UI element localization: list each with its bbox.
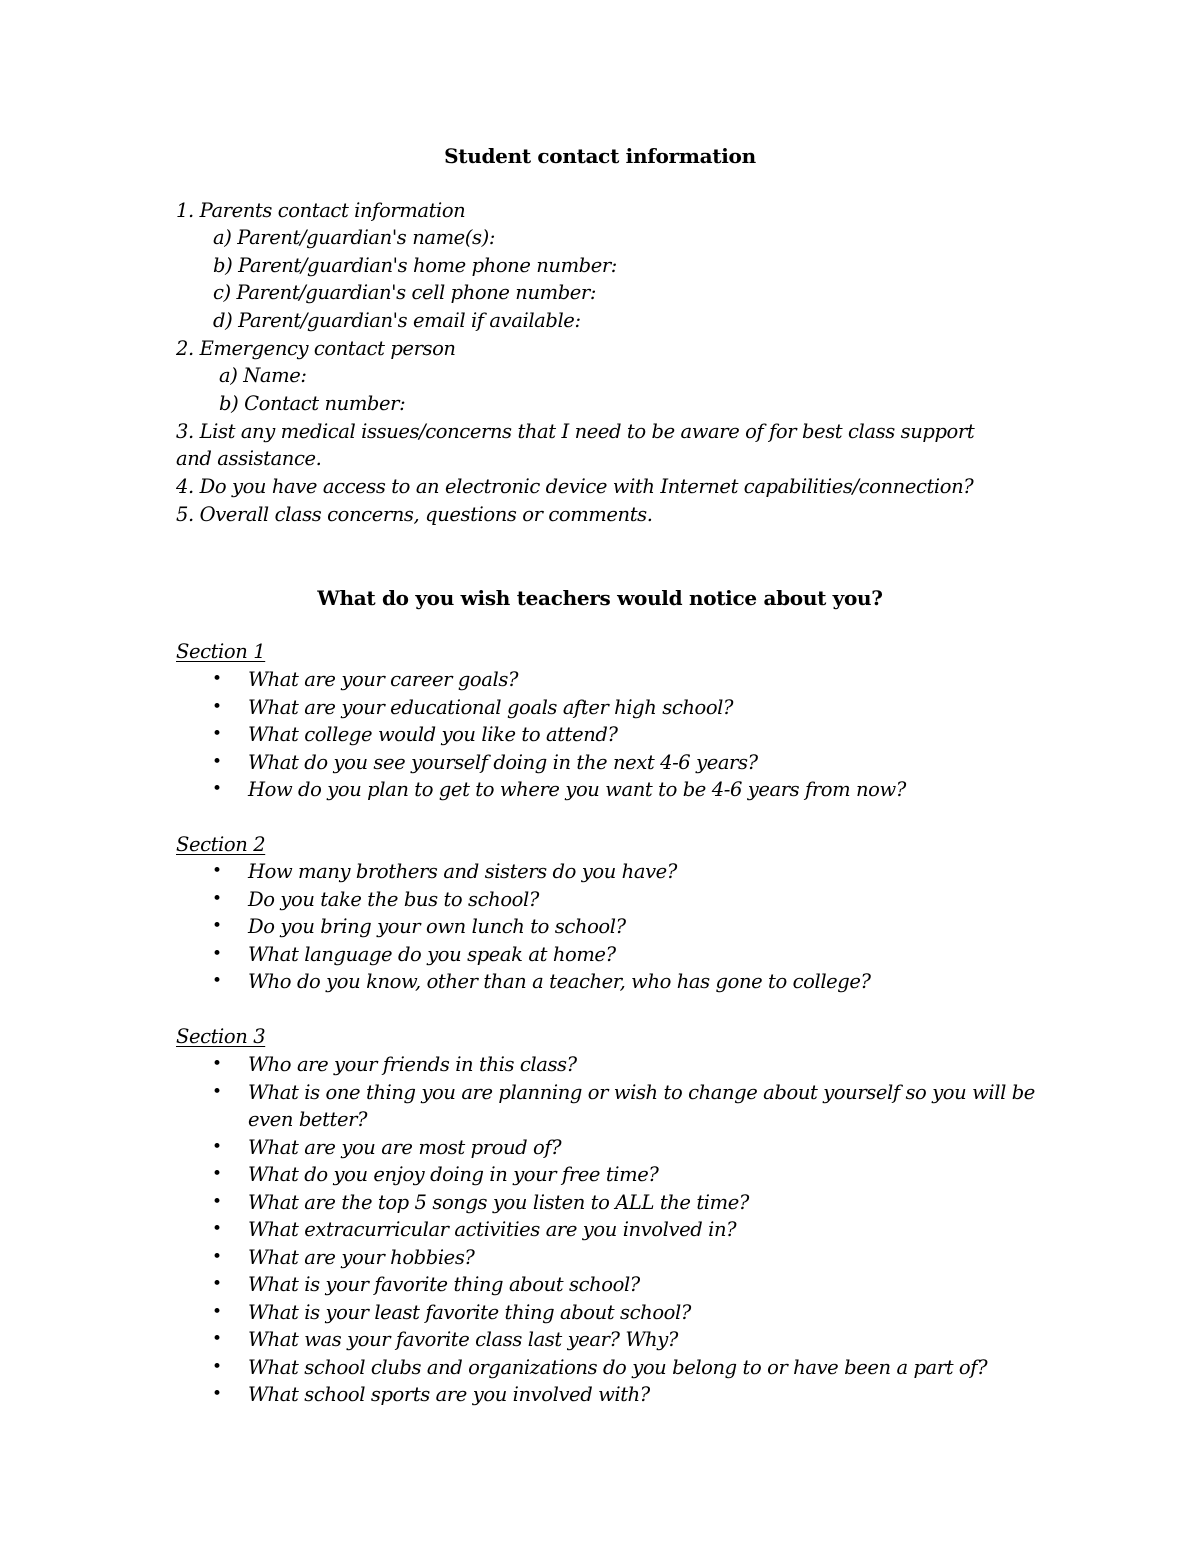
bullet-icon: • <box>212 1054 222 1074</box>
contact-item-continued: and assistance. <box>176 447 322 470</box>
section-heading: Section 3 <box>176 1025 266 1048</box>
question-text: Who are your friends in this class? <box>248 1053 577 1076</box>
list-item <box>0 1189 1038 1217</box>
bullet-icon: • <box>212 1191 222 1212</box>
list-item <box>0 1299 1038 1327</box>
question-text: What language do you speak at home? <box>248 942 616 966</box>
list-item <box>0 1271 1038 1299</box>
question-text: What are the top 5 songs you listen to ALL the time? <box>248 1190 749 1214</box>
list-item <box>0 1381 1038 1409</box>
list-item <box>0 1134 1038 1162</box>
question-text: What are your hobbies? <box>248 1245 475 1269</box>
question-text: What is your favorite thing about school? <box>248 1273 640 1296</box>
contact-item: 4. Do you have access to an electronic device with Internet capabilities/connection? <box>176 475 974 498</box>
list-item <box>0 776 1038 804</box>
question-list <box>0 666 1038 804</box>
bullet-icon: • <box>212 779 222 799</box>
contact-item: 2. Emergency contact person <box>176 337 456 360</box>
list-item <box>0 886 1038 914</box>
list-item <box>0 1079 1038 1134</box>
question-text: How do you plan to get to where you want to be 4-6 years from now? <box>248 778 906 801</box>
list-item <box>0 941 1038 969</box>
notice-title: What do you wish teachers would notice about you? <box>317 586 883 610</box>
bullet-icon: • <box>212 696 222 717</box>
bullet-icon: • <box>212 888 222 909</box>
question-text: What school sports are you involved with? <box>248 1383 650 1406</box>
bullet-icon: • <box>212 1329 222 1349</box>
bullet-icon: • <box>212 1384 222 1404</box>
question-text: What are your educational goals after high school? <box>248 695 734 719</box>
list-item <box>0 858 1038 886</box>
question-text: What are you are most proud of? <box>248 1135 562 1159</box>
bullet-icon: • <box>212 861 222 881</box>
list-item <box>0 1051 1038 1079</box>
list-item <box>0 1216 1038 1244</box>
contact-item: 1. Parents contact information <box>176 199 466 222</box>
question-list <box>0 1051 1038 1409</box>
list-item <box>0 968 1038 996</box>
bullet-icon: • <box>212 751 222 772</box>
contact-item: 5. Overall class concerns, questions or comments. <box>176 503 653 526</box>
list-item <box>0 1354 1038 1382</box>
section-heading: Section 2 <box>176 833 266 856</box>
question-text: Who do you know, other than a teacher, who has gone to college? <box>248 970 871 993</box>
contact-subitem: b) Parent/guardian's home phone number: <box>213 254 617 277</box>
question-list <box>0 858 1038 996</box>
question-text: Do you bring your own lunch to school? <box>248 915 626 938</box>
bullet-icon: • <box>212 669 222 689</box>
contact-subitem: a) Parent/guardian's name(s): <box>213 226 495 249</box>
bullet-icon: • <box>212 724 222 744</box>
contact-subitem: d) Parent/guardian's email if available: <box>213 309 581 332</box>
question-text: What is your least favorite thing about school? <box>248 1300 691 1324</box>
bullet-icon: • <box>212 1301 222 1322</box>
list-item <box>0 721 1038 749</box>
list-item <box>0 1244 1038 1272</box>
question-text: What college would you like to attend? <box>248 723 618 746</box>
contact-subitem: a) Name: <box>219 364 307 387</box>
bullet-icon: • <box>212 1246 222 1267</box>
question-text: What is one thing you are planning or wish to change about yourself so you will be even better? <box>248 1080 1035 1131</box>
bullet-icon: • <box>212 1164 222 1184</box>
question-text: What do you see yourself doing in the next 4-6 years? <box>248 750 758 774</box>
list-item <box>0 666 1038 694</box>
question-text: What are your career goals? <box>248 668 518 691</box>
question-text: What school clubs and organizations do you belong to or have been a part of? <box>248 1355 988 1379</box>
bullet-icon: • <box>212 1136 222 1157</box>
question-text: What do you enjoy doing in your free time? <box>248 1163 659 1186</box>
list-item <box>0 749 1038 777</box>
list-item <box>0 694 1038 722</box>
bullet-icon: • <box>212 1081 222 1102</box>
bullet-icon: • <box>212 943 222 964</box>
bullet-icon: • <box>212 1274 222 1294</box>
bullet-icon: • <box>212 916 222 936</box>
list-item <box>0 1326 1038 1354</box>
bullet-icon: • <box>212 1219 222 1239</box>
question-text: What was your favorite class last year? Why? <box>248 1328 678 1351</box>
contact-subitem: c) Parent/guardian's cell phone number: <box>213 281 597 304</box>
contact-subitem: b) Contact number: <box>219 392 406 415</box>
question-text: How many brothers and sisters do you have? <box>248 860 677 883</box>
question-text: What extracurricular activities are you involved in? <box>248 1218 737 1241</box>
bullet-icon: • <box>212 971 222 991</box>
contact-item: 3. List any medical issues/concerns that I need to be aware of for best class support <box>176 420 975 443</box>
bullet-icon: • <box>212 1356 222 1377</box>
question-text: Do you take the bus to school? <box>248 887 539 911</box>
contact-title: Student contact information <box>444 144 756 168</box>
section-heading: Section 1 <box>176 640 266 663</box>
list-item <box>0 913 1038 941</box>
list-item <box>0 1161 1038 1189</box>
